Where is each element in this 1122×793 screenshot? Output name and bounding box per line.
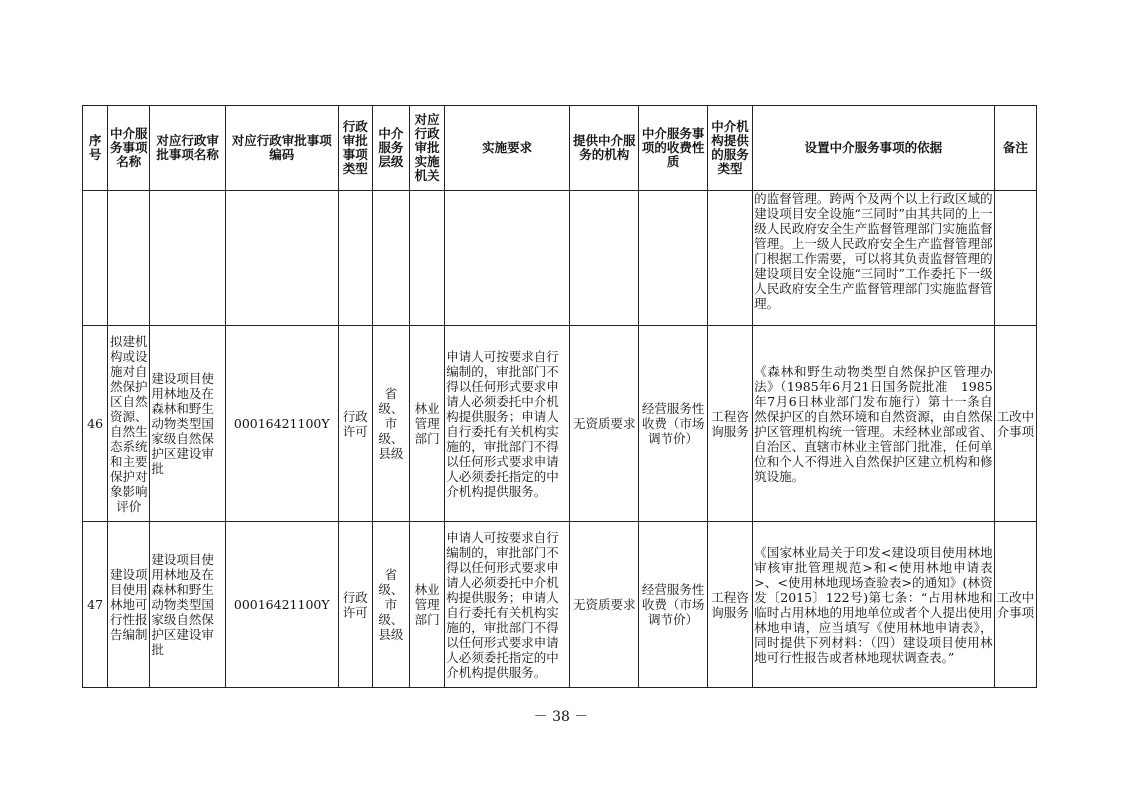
cell-seq: [83, 191, 108, 326]
header-provider: 提供中介服务的机构: [570, 106, 639, 191]
header-row: [83, 106, 1037, 191]
cell-agency: [410, 191, 445, 326]
intermediary-services-table: [82, 105, 1037, 688]
cell-agency: 林业管理部门: [410, 522, 445, 688]
header-agency: 对应行政审批实施机关: [410, 106, 445, 191]
cell-fee-nature: 经营服务性收费（市场调节价）: [639, 522, 707, 688]
cell-remarks: [994, 191, 1036, 326]
cell-service-level: 省级、市级、县级: [372, 522, 409, 688]
header-service-name: 中介服务事项名称: [108, 106, 150, 191]
header-fee-nature: 中介服务事项的收费性质: [639, 106, 707, 191]
header-requirements: 实施要求: [445, 106, 570, 191]
header-basis: 设置中介服务事项的依据: [753, 106, 995, 191]
cell-approval-name: 建设项目使用林地及在森林和野生动物类型国家级自然保护区建设审批: [150, 522, 225, 688]
cell-basis: 《国家林业局关于印发<建设项目使用林地审核审批管理规范>和<使用林地申请表>、<使用林地现场查验表>的通知》(林资发〔2015〕122号)第七条：“占用林地和临时占用林地的用地单位或者个人提出使用林地申请，应当填写《使用林地申请表》，同时提供下列材料：（四）建设项目使用林地可行性报告或者林地现状调查表。”: [753, 522, 995, 688]
cell-approval-name: [150, 191, 225, 326]
cell-basis: 的监督管理。跨两个及两个以上行政区域的建设项目安全设施“三同时”由其共同的上一级人民政府安全生产监督管理部门实施监督管理。上一级人民政府安全生产监督管理部门根据工作需要，可以将其负责监督管理的建设项目安全设施“三同时”工作委托下一级人民政府安全生产监督管理部门实施监督管理。: [753, 191, 995, 326]
cell-approval-code: 00016421100Y: [225, 522, 338, 688]
cell-requirements: 申请人可按要求自行编制的，审批部门不得以任何形式要求申请人必须委托中介机构提供服务；申请人自行委托有关机构实施的，审批部门不得以任何形式要求申请人必须委托指定的中介机构提供服务。: [445, 326, 570, 522]
cell-provider: 无资质要求: [570, 522, 639, 688]
cell-seq: 46: [83, 326, 108, 522]
cell-agency: 林业管理部门: [410, 326, 445, 522]
header-provider-type: 中介机构提供的服务类型: [707, 106, 752, 191]
cell-approval-name: 建设项目使用林地及在森林和野生动物类型国家级自然保护区建设审批: [150, 326, 225, 522]
cell-requirements: [445, 191, 570, 326]
cell-provider-type: 工程咨询服务: [707, 522, 752, 688]
cell-remarks: 工改中介事项: [994, 522, 1036, 688]
cell-provider: [570, 191, 639, 326]
cell-fee-nature: 经营服务性收费（市场调节价）: [639, 326, 707, 522]
cell-provider-type: 工程咨询服务: [707, 326, 752, 522]
cell-approval-code: 00016421100Y: [225, 326, 338, 522]
table-row: [83, 191, 1037, 326]
cell-approval-type: 行政许可: [338, 522, 372, 688]
header-service-level: 中介服务层级: [372, 106, 409, 191]
cell-approval-type: [338, 191, 372, 326]
header-approval-name: 对应行政审批事项名称: [150, 106, 225, 191]
cell-provider: 无资质要求: [570, 326, 639, 522]
cell-basis: 《森林和野生动物类型自然保护区管理办法》（1985年6月21日国务院批准 1985年7月6日林业部门发布施行）第十一条自然保护区的自然环境和自然资源，由自然保护区管理机构统一管理。未经林业部或省、自治区、直辖市林业主管部门批准，任何单位和个人不得进入自然保护区建立机构和修筑设施。: [753, 326, 995, 522]
cell-service-name: 拟建机构或设施对自然保护区自然资源、自然生态系统和主要保护对象影响评价: [108, 326, 150, 522]
cell-service-level: [372, 191, 409, 326]
cell-remarks: 工改中介事项: [994, 326, 1036, 522]
cell-requirements: 申请人可按要求自行编制的，审批部门不得以任何形式要求申请人必须委托中介机构提供服务；申请人自行委托有关机构实施的，审批部门不得以任何形式要求申请人必须委托指定的中介机构提供服务。: [445, 522, 570, 688]
cell-approval-code: [225, 191, 338, 326]
cell-service-name: 建设项目使用林地可行性报告编制: [108, 522, 150, 688]
cell-provider-type: [707, 191, 752, 326]
table-row: [83, 326, 1037, 522]
page-number: － 38 －: [533, 709, 589, 725]
table-row: [83, 522, 1037, 688]
cell-seq: 47: [83, 522, 108, 688]
cell-service-name: [108, 191, 150, 326]
header-remarks: 备注: [994, 106, 1036, 191]
cell-fee-nature: [639, 191, 707, 326]
cell-service-level: 省级、市级、县级: [372, 326, 409, 522]
header-approval-code: 对应行政审批事项编码: [225, 106, 338, 191]
cell-approval-type: 行政许可: [338, 326, 372, 522]
header-approval-type: 行政审批事项类型: [338, 106, 372, 191]
header-seq: 序号: [83, 106, 108, 191]
